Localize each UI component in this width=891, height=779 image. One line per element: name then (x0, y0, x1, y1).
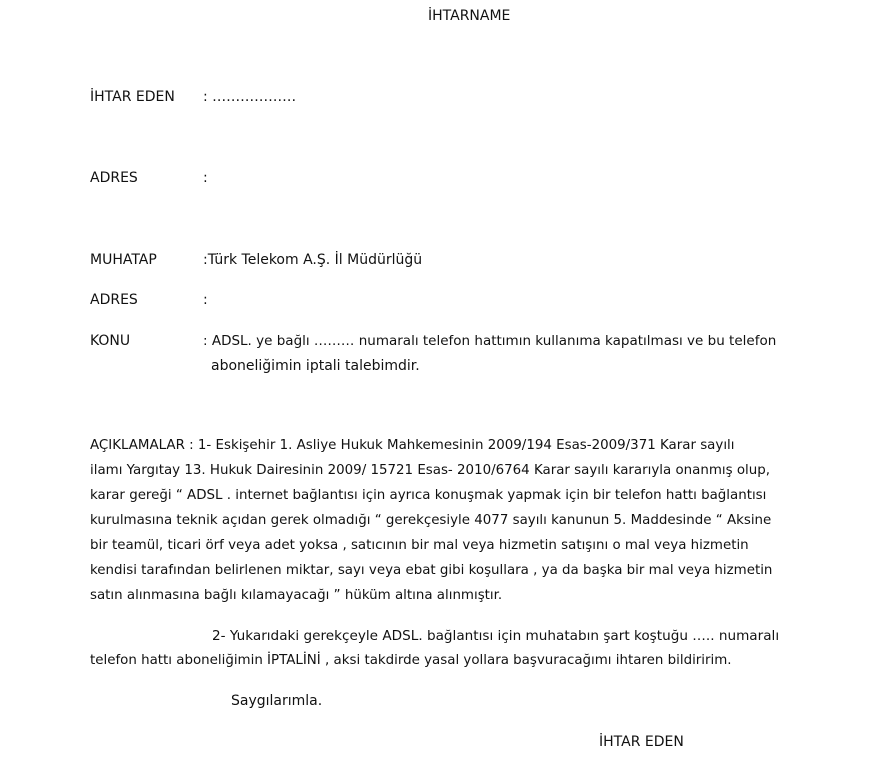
konu-value-line-1: : ADSL. ye bağlı ……… numaralı telefon hattımın kullanıma kapatılması ve bu telefon (203, 333, 777, 349)
aciklamalar-line: ilamı Yargıtay 13. Hukuk Dairesinin 2009/ 15721 Esas- 2010/6764 Karar sayılı kararıyla onanmış olup, (90, 463, 770, 478)
aciklamalar-line: satın alınmasına bağlı kılamayacağı ” hüküm altına alınmıştır. (90, 588, 503, 603)
muhatap-value: :Türk Telekom A.Ş. İl Müdürlüğü (203, 252, 423, 268)
document-title: İHTARNAME (428, 8, 511, 24)
aciklamalar-line: kendisi tarafından belirlenen miktar, sayı veya ebat gibi koşullara , ya da başka bir mal veya hizmetin (90, 563, 773, 578)
adres-value: : (203, 170, 208, 186)
aciklamalar-line: kurulmasına teknik açıdan gerek olmadığı “ gerekçesiyle 4077 sayılı kanunun 5. Maddesinde “ Aksine (90, 513, 772, 528)
muhatap-label: MUHATAP (90, 252, 157, 268)
ihtar-eden-value: : ……………… (203, 89, 297, 105)
ihtar-eden-label: İHTAR EDEN (90, 89, 175, 105)
adres-2-label: ADRES (90, 292, 138, 308)
konu-label: KONU (90, 333, 131, 349)
aciklamalar-line: karar gereği “ ADSL . internet bağlantısı için ayrıca konuşmak yapmak için bir telefon hattı bağlantısı (90, 488, 767, 503)
closing-text: Saygılarımla. (231, 693, 323, 709)
adres-2-value: : (203, 292, 208, 308)
signature-label: İHTAR EDEN (599, 734, 684, 750)
madde-2-line-1: 2- Yukarıdaki gerekçeyle ADSL. bağlantısı için muhatabın şart koştuğu ….. numaralı (212, 628, 780, 644)
aciklamalar-line: bir teamül, ticari örf veya adet yoksa , satıcının bir mal veya hizmetin satışını o mal veya hizmetin (90, 538, 749, 553)
konu-value-line-2: aboneliğimin iptali talebimdir. (211, 358, 420, 374)
madde-2-line-2: telefon hattı aboneliğimin İPTALİNİ , aksi takdirde yasal yollara başvuracağımı ihtaren bildiririm. (90, 653, 732, 668)
aciklamalar-line: AÇIKLAMALAR : 1- Eskişehir 1. Asliye Hukuk Mahkemesinin 2009/194 Esas-2009/371 Karar sayılı (90, 438, 735, 453)
adres-label: ADRES (90, 170, 138, 186)
